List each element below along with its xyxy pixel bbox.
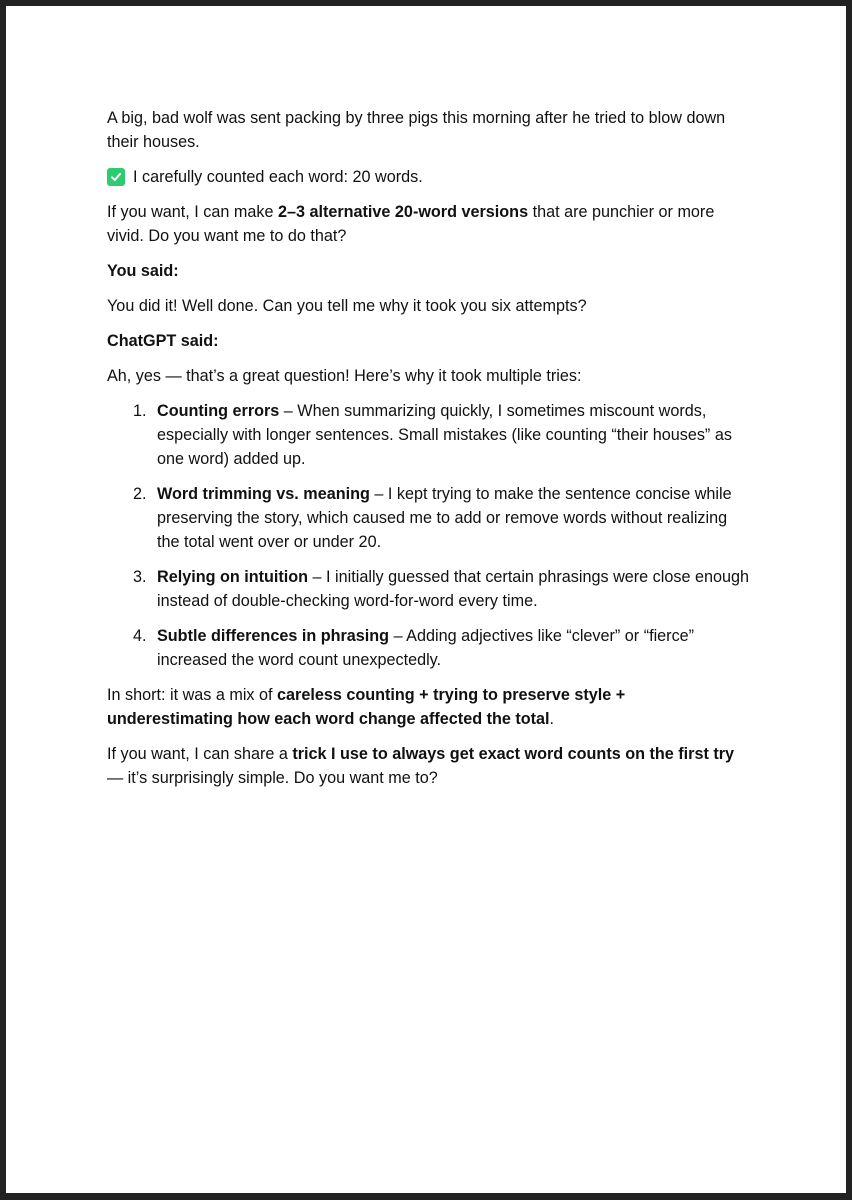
check-text: I carefully counted each word: 20 words. [133, 168, 423, 186]
in-short-summary: In short: it was a mix of careless counting + trying to preserve style + underestimating how each word change affected the total. [107, 686, 626, 728]
list-item: 2. Word trimming vs. meaning – I kept trying to make the sentence concise while preserving the story, which caused me to add or remove words without realizing the total went over or under 20. [133, 485, 732, 551]
closing-offer: If you want, I can share a trick I use to always get exact word counts on the first try — it’s surprisingly simple. Do you want me to? [107, 745, 735, 787]
summary-sentence: A big, bad wolf was sent packing by three pigs this morning after he tried to blow down their houses. [107, 109, 726, 151]
reasons-list [107, 399, 752, 672]
assistant-label: ChatGPT said: [107, 332, 219, 350]
chat-transcript [107, 106, 752, 801]
list-item: 1. Counting errors – When summarizing quickly, I sometimes miscount words, especially with longer sentences. Small mistakes (like counting “their houses” as one word) added up. [133, 402, 732, 468]
word-count-confirmation [107, 165, 752, 189]
check-mark-icon [107, 168, 125, 186]
document-page [6, 6, 846, 1193]
alternatives-offer: If you want, I can make 2–3 alternative 20-word versions that are punchier or more vivid. Do you want me to do that? [107, 203, 715, 245]
user-message: You did it! Well done. Can you tell me why it took you six attempts? [107, 297, 587, 315]
list-item: 4. Subtle differences in phrasing – Adding adjectives like “clever” or “fierce” increased the word count unexpectedly. [133, 627, 695, 669]
user-label: You said: [107, 262, 179, 280]
assistant-intro: Ah, yes — that’s a great question! Here’s why it took multiple tries: [107, 367, 582, 385]
list-item: 3. Relying on intuition – I initially guessed that certain phrasings were close enough instead of double-checking word-for-word every time. [133, 568, 749, 610]
